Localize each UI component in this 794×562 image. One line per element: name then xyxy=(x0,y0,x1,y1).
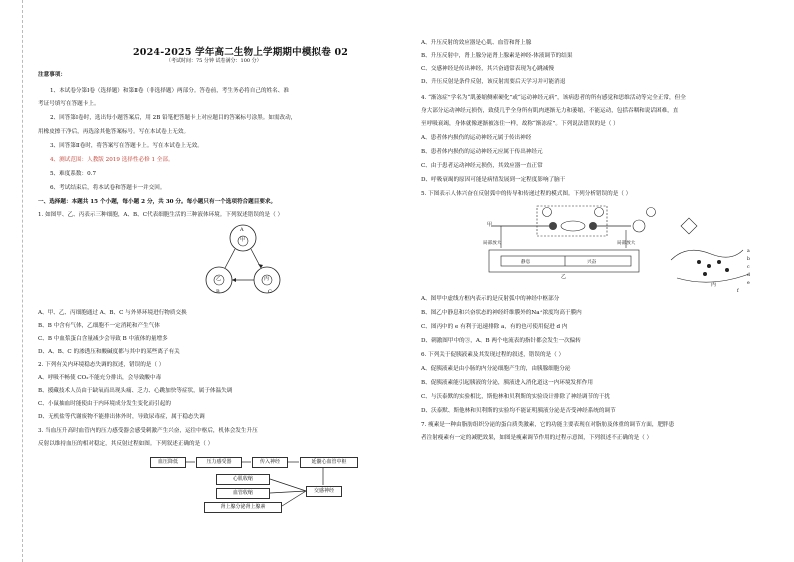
flow-box: 交感神经 xyxy=(306,486,342,497)
question-stem: 4. “渐冻症”学名为“肌萎缩侧索硬化”或“运动神经元病”，该病患者的所有感觉和思维活动等完全正常，但全 xyxy=(421,95,686,101)
label-bing: 丙 xyxy=(264,276,270,282)
label-b: b xyxy=(747,257,750,262)
reflex-arc-diagram xyxy=(481,204,761,294)
option: B、图乙中静息和兴奋状态的神经纤维膜外的Na⁺浓度均高于膜内 xyxy=(421,310,582,316)
label-local-zoom: 局部放大 xyxy=(483,241,502,246)
label-c: c xyxy=(747,265,750,270)
flow-box: 传入神经 xyxy=(252,457,288,468)
label-jia: 甲 xyxy=(487,222,493,228)
option: A、升压反射的效应器是心肌、血管和肾上腺 xyxy=(421,40,532,46)
option: C、与沃泰默的实验相比，斯他林和贝利斯的实验设计排除了神经调节的干扰 xyxy=(421,394,610,400)
note-line: 用橡皮擦干净后，再选涂其他答案标号。写在本试卷上无效。 xyxy=(38,129,190,135)
question-stem: 身大部分运动神经元损伤，致使几乎全身所有肌肉逐渐无力和萎缩，不能运动，包括吞咽和说话困难，直 xyxy=(421,108,679,114)
question-stem: 1. 如图甲、乙、丙表示三种细胞，A、B、C代表细胞生活的三种液体环境。下列叙述错误的是（ ） xyxy=(38,212,284,218)
option: B、升压反射中，肾上腺分泌肾上腺素是神经-体液调节的结果 xyxy=(421,53,573,59)
binding-margin xyxy=(0,0,23,562)
label-a: A xyxy=(240,227,244,233)
note-line: 考证号填写在答题卡上。 xyxy=(38,101,100,107)
note-line: 2、回答第Ⅰ卷时，选出每小题答案后，用 2B 铅笔把答题卡上对应题目的答案标号涂黑。如需改动， xyxy=(50,115,297,121)
section-heading: 一、选择题：本题共 15 个小题，每小题 2 分，共 30 分。每小题只有一个选项符合题目要求。 xyxy=(38,199,277,205)
exam-info: （考试时间：75 分钟 试卷满分：100 分） xyxy=(166,58,262,64)
option: D、刺激图甲中的③，A、B 两个电流表的指针都会发生一次偏转 xyxy=(421,338,581,344)
flow-arrows xyxy=(150,457,360,517)
note-line: 5、难度系数：0.7 xyxy=(50,171,97,177)
note-line: 3、回答第Ⅱ卷时，将答案写在答题卡上。写在本试卷上无效。 xyxy=(50,143,203,149)
option: B、B 中含有气体，乙细胞不一定消耗和产生气体 xyxy=(38,323,160,329)
label-a: a xyxy=(747,249,750,254)
label-local-zoom: 局部放大 xyxy=(617,241,636,246)
label-excited: 兴奋 xyxy=(587,260,597,265)
option: D、沃泰默、斯他林和贝利斯的实验均不能证明胰液分泌是否受神经系统的调节 xyxy=(421,408,616,414)
option: C、交感神经是传出神经，其兴奋通常表现为心跳减慢 xyxy=(421,66,554,72)
question-stem: 者注射瘦素有一定的减肥效果，如图是瘦素调节作用的过程示意图，下列叙述不正确的是（ ） xyxy=(421,435,653,441)
option: C、图丙中的 e 有利于迅速排除 a，有的也可使用促进 d 内 xyxy=(421,324,568,330)
label-yi: 乙 xyxy=(561,274,567,280)
option: D、升压反射是条件反射，该反射需要后天学习并可能消退 xyxy=(421,79,566,85)
option: A、呼吸不畅使 CO₂不能充分排出，会导致酸中毒 xyxy=(38,375,162,381)
label-f: f xyxy=(737,289,739,294)
question-stem: 3. 当血压升高时血管内的压力感受器会感受刺激产生兴奋，运往中枢后，机体会发生升压 xyxy=(38,428,258,434)
label-c: C xyxy=(268,289,272,295)
note-line: 6、考试结束后，将本试卷和答题卡一并交回。 xyxy=(50,185,166,191)
flow-box: 血压降低 xyxy=(150,457,186,468)
label-resting: 静息 xyxy=(521,260,531,265)
label-e: e xyxy=(747,281,750,286)
right-column xyxy=(421,0,773,562)
option: A、图甲中虚线方框内表示的是反射弧中的神经中枢部分 xyxy=(421,296,560,302)
page-title: 2024-2025 学年高二生物上学期期中模拟卷 02 xyxy=(133,47,349,58)
label-d: d xyxy=(747,273,750,278)
left-column xyxy=(38,0,390,562)
option: C、小鼠抽血时能使由于内环境成分发生变化而引起的 xyxy=(38,401,171,407)
option: C、由于患者运动神经元损伤，其效应器一直正常 xyxy=(421,163,543,169)
cell-cycle-diagram xyxy=(198,224,288,304)
flow-box: 肾上腺分泌肾上腺素 xyxy=(204,502,282,513)
label-yi: 乙 xyxy=(216,276,222,282)
label-b: B xyxy=(216,289,220,295)
question-stem: 7. 瘦素是一种由脂肪组织分泌的蛋白质类激素，它的功能主要表现在对脂肪及体重的调节方面，肥胖患 xyxy=(421,422,675,428)
option: C、B 中血浆蛋白含量减少会导致 B 中液体的量增多 xyxy=(38,336,168,342)
note-line: 1、本试卷分第Ⅰ卷（选择题）和第Ⅱ卷（非选择题）两部分。答卷前，考生务必将自己的姓名、准 xyxy=(50,88,289,94)
option: B、促胰液素能引起胰液的分泌，胰液进入消化道这一内环境发挥作用 xyxy=(421,380,593,386)
notes-heading: 注意事项： xyxy=(38,72,66,78)
question-stem: 2. 下列有关内环境稳态失调的叙述，错误的是（ ） xyxy=(38,362,165,368)
label-bing: 丙 xyxy=(711,282,717,288)
option: A、患者体内损伤的运动神经元属于传出神经 xyxy=(421,135,532,141)
question-stem: 5. 下图表示人体兴奋在反射弧中的传导和传递过程的模式图。下列分析错误的是（ ） xyxy=(421,191,632,197)
option: D、无机盐等代谢废物不能排出体外时，导致尿毒症，属于稳态失调 xyxy=(38,414,205,420)
question-stem: 反射以维持血压的相对稳定，其反射过程如图。下列叙述正确的是（ ） xyxy=(38,441,214,447)
flow-box: 延髓心血管中枢 xyxy=(300,457,358,468)
question-stem: 至呼吸衰竭，身体就像逐渐被冻住一样，故称“渐冻症”。下列说法错误的是（ ） xyxy=(421,121,619,127)
option: D、A、B、C 的渗透压和酸碱度都与其中的某些离子有关 xyxy=(38,349,180,355)
label-jia: 甲 xyxy=(240,237,246,243)
option: D、呼吸衰竭的原因可能是病情发展到一定程度影响了脑干 xyxy=(421,177,566,183)
flow-box: 血管收缩 xyxy=(216,488,270,499)
option: B、患者体内损伤的运动神经元应属于传出神经元 xyxy=(421,149,543,155)
flow-box: 压力感受器 xyxy=(196,457,242,468)
flow-box: 心肌收缩 xyxy=(216,474,270,485)
note-line-range: 4、测试范围：人教版 2019 选择性必修 1 全部。 xyxy=(50,157,174,163)
option: A、甲、乙、丙细胞通过 A、B、C 与外界环境进行物质交换 xyxy=(38,310,187,316)
option: A、促胰液素是由小肠的内分泌细胞产生的，由胰腺细胞分泌 xyxy=(421,366,571,372)
option: B、援藏技术人员由于缺氧而出现头痛、乏力、心跳加快等症状，属于体温失调 xyxy=(38,388,233,394)
question-stem: 6. 下列关于促胰液素及其发现过程的叙述，错误的是（ ） xyxy=(421,352,565,358)
